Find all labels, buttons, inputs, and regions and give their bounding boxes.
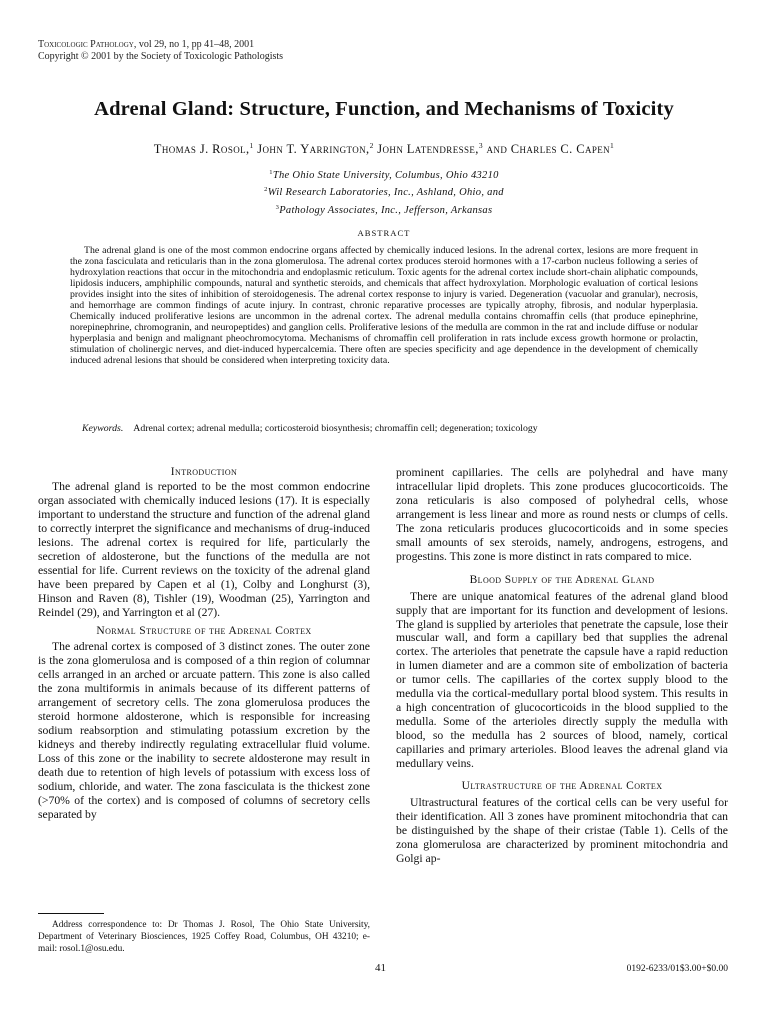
author-name: Thomas J. Rosol, bbox=[153, 142, 250, 156]
author-name: Charles C. Capen bbox=[510, 142, 611, 156]
journal-volume: , vol 29, no 1, pp 41–48, 2001 bbox=[133, 39, 255, 50]
author-mark: 3 bbox=[478, 141, 483, 150]
page-number: 41 bbox=[375, 962, 386, 974]
footnote bbox=[38, 919, 370, 956]
author-mark: 2 bbox=[369, 141, 374, 150]
paragraph: Ultrastructural features of the cortical cells can be very useful for their identification. All 3 zones have prominent mitochondria that can be distinguished by the shape of their cristae (Table 1). Cells of the zona glomerulosa are characterized by prominent mitochondria and Golgi ap- bbox=[396, 795, 728, 865]
abstract-text: The adrenal gland is one of the most common endocrine organs affected by chemically induced lesions. In the adrenal cortex, lesions are more frequent in the zona fasciculata and reticularis than in the zona glomerulosa. The adrenal cortex produces steroid hormones with a 17-carbon nucleus following a series of hydroxylation reactions that occur in the mitochondria and endoplasmic reticulum. Toxic agents for the adrenal cortex include short-chain aliphatic compounds, lipidosis inducers, amphiphilic compounds, natural and synthetic steroids, and chemicals that affect hydroxylation. Morphologic evaluation of cortical lesions provides insight into the sites of inhibition of steroidogenesis. The adrenal cortex response to injury is varied. Degeneration (vacuolar and granular), necrosis, and hemorrhage are common findings of acute injury. In contrast, chronic reparative processes are typically atrophy, fibrosis, and nodular hyperplasia. Chemically induced proliferative lesions are uncommon in the adrenal cortex. The adrenal medulla contains chromaffin cells (that produce epinephrine, norepinephrine, chromogranin, and neuropeptides) and ganglion cells. Proliferative lesions of the medulla are common in the rat and include diffuse or nodular hyperplasia and benign and malignant pheochromocytoma. Mechanisms of chromaffin cell proliferation in rats include excess growth hormone or prolactin, stimulation of cholinergic nerves, and diet-induced hypercalcemia. There often are species specificity and age dependence in the development of chemically induced adrenal lesions that should be considered when interpreting toxicity data. bbox=[70, 245, 698, 366]
paragraph: prominent capillaries. The cells are polyhedral and have many intracellular lipid droplets. This zone produces glucocorticoids. The zona reticularis is also composed of polyhedral cells, whose arrangement is less linear and more as round nests or clumps of cells. The zona reticularis produces glucocorticoids and in some species small amounts of sex steroids, namely, androgens, estrogens, and progestins. This zone is more distinct in rats compared to mice. bbox=[396, 466, 728, 563]
affiliation-mark: 1 bbox=[269, 169, 273, 176]
keywords-label: Keywords. bbox=[82, 423, 124, 434]
author-mark: 1 bbox=[249, 141, 254, 150]
abstract-body bbox=[70, 246, 698, 366]
journal-header bbox=[38, 39, 283, 63]
keywords-line bbox=[82, 423, 538, 434]
author-name: John Latendresse, bbox=[377, 142, 479, 156]
paragraph: The adrenal cortex is composed of 3 distinct zones. The outer zone is the zona glomerulosa and is composed of a thin region of columnar cells arranged in an arched or arcuate pattern. This zone is also called the zona multiformis in animals because of its different patterns of arrangement of secretory cells. The zona glomerulosa produces the steroid hormone aldosterone, which is responsible for increasing sodium reabsorption and stimulating potassium excretion by the kidneys and thereby indirectly regulating extracellular fluid volume. Loss of this zone or the inability to secrete aldosterone may result in death due to retention of high levels of potassium with excess loss of sodium, chloride, and water. The zona fasciculata is the thickest zone (>70% of the cortex) and is composed of columns of secretory cells separated by bbox=[38, 640, 370, 821]
author-list bbox=[0, 141, 768, 157]
paragraph: The adrenal gland is reported to be the most common endocrine organ associated with chemically induced lesions (17). It is especially important to understand the structure and function of the adrenal gland to correctly interpret the significance and mechanisms of drug-induced lesions. The adrenal cortex is required for life, particularly the secretion of aldosterone, but the functions of the medulla are not essential for life. Current reviews on the toxicity of the adrenal gland have been prepared by Capen et al (1), Colby and Longhurst (3), Hinson and Raven (8), Tishler (19), Woodman (25), Yarrington and Reindel (29), and Yarrington et al (27). bbox=[38, 479, 370, 619]
author-mark: 1 bbox=[610, 141, 615, 150]
affiliation-line bbox=[0, 183, 768, 200]
affiliation-text: Wil Research Laboratories, Inc., Ashland, Ohio, and bbox=[267, 187, 504, 199]
article-code: 0192-6233/01$3.00+$0.00 bbox=[626, 964, 728, 974]
abstract-heading: ABSTRACT bbox=[357, 228, 411, 238]
affiliation-text: The Ohio State University, Columbus, Ohio 43210 bbox=[272, 170, 499, 181]
affiliation-mark: 2 bbox=[264, 186, 268, 194]
copyright-line: Copyright © 2001 by the Society of Toxicologic Pathologists bbox=[38, 51, 284, 62]
paragraph: There are unique anatomical features of the adrenal gland blood supply that are important for its function and development of lesions. The gland is supplied by arterioles that penetrate the capsule, lose their muscular wall, and form a capillary bed that supplies the adrenal cortex. The arterioles that penetrate the capsule have a rapid reduction in lumen diameter and are a common site of embolization of bacteria or tumor cells. The capillaries of the cortex supply blood to the medulla via the cortical-medullary portal blood system. This results in a high concentration of glucocorticoids in the blood supplied to the medulla. Some of the arterioles directly supply the medulla with blood, so the medulla has 2 sources of blood, namely, cortical capillaries and primary arterioles. Blood leaves the adrenal gland via medullary veins. bbox=[396, 589, 728, 771]
article-title: Adrenal Gland: Structure, Function, and Mechanisms of Toxicity bbox=[94, 98, 674, 120]
affiliations bbox=[0, 166, 768, 218]
author-name: John T. Yarrington, bbox=[257, 142, 370, 156]
section-heading-cortex: Normal Structure of the Adrenal Cortex bbox=[96, 625, 312, 638]
affiliation-mark: 3 bbox=[275, 203, 280, 211]
right-column bbox=[396, 466, 728, 866]
journal-citation bbox=[38, 39, 283, 51]
section-heading-ultrastructure: Ultrastructure of the Adrenal Cortex bbox=[461, 780, 663, 793]
section-heading-blood-supply: Blood Supply of the Adrenal Gland bbox=[469, 573, 655, 586]
keywords-text: Adrenal cortex; adrenal medulla; corticosteroid biosynthesis; chromaffin cell; degeneration; toxicology bbox=[133, 423, 538, 434]
affiliation-line bbox=[0, 201, 768, 218]
footnote-divider bbox=[38, 913, 104, 914]
left-column bbox=[38, 466, 370, 822]
author-conjunction: and bbox=[486, 142, 508, 156]
affiliation-text: Pathology Associates, Inc., Jefferson, Arkansas bbox=[279, 204, 493, 216]
journal-name: Toxicologic Pathology bbox=[38, 39, 134, 50]
footnote-text: Address correspondence to: Dr Thomas J. Rosol, The Ohio State University, Department of Veterinary Biosciences, 1925 Coffey Road, Columbus, OH 43210; e-mail: rosol.1@osu.edu. bbox=[38, 920, 370, 955]
section-heading-introduction: Introduction bbox=[170, 466, 238, 478]
affiliation-line bbox=[0, 166, 768, 183]
